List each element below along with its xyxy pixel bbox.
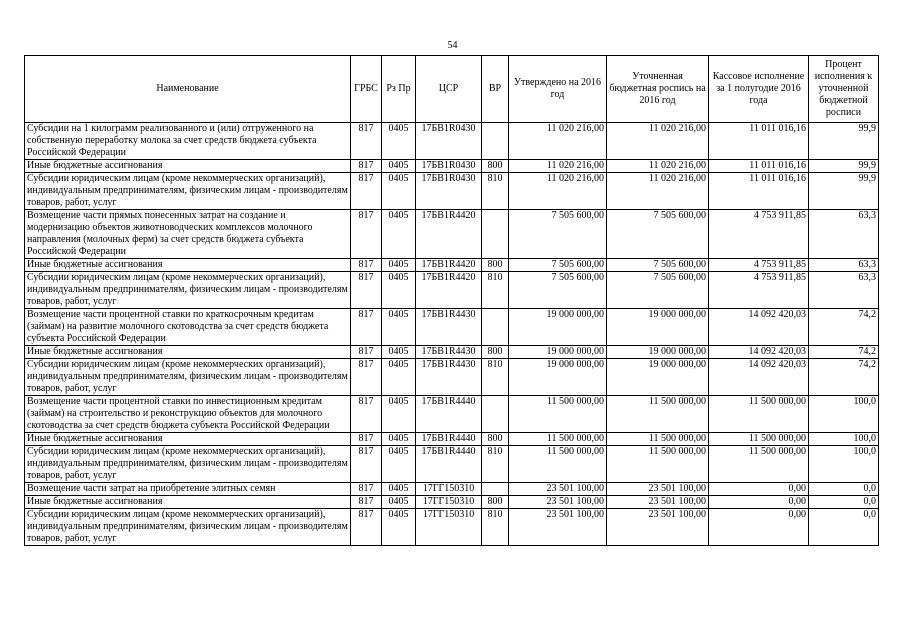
cell-vr (482, 309, 509, 346)
cell-rzpr: 0405 (382, 272, 416, 309)
cell-percent: 0,0 (809, 509, 879, 546)
cell-rzpr: 0405 (382, 173, 416, 210)
page-number: 54 (447, 40, 458, 51)
cell-csr: 17ГГ150310 (416, 496, 482, 509)
col-header-rzpr: Рз Пр (382, 56, 416, 123)
col-header-percent: Процент исполнения к уточненной бюджетной росписи (809, 56, 879, 123)
cell-rzpr: 0405 (382, 346, 416, 359)
cell-csr: 17БВ1R4430 (416, 346, 482, 359)
cell-percent: 63,3 (809, 210, 879, 259)
cell-approved: 23 501 100,00 (509, 483, 607, 496)
cell-cash: 4 753 911,85 (709, 272, 809, 309)
cell-csr: 17БВ1R4440 (416, 396, 482, 433)
cell-percent: 99,9 (809, 173, 879, 210)
cell-vr (482, 396, 509, 433)
col-header-cash: Кассовое исполнение за 1 полугодие 2016 года (709, 56, 809, 123)
cell-approved: 7 505 600,00 (509, 210, 607, 259)
cell-cash: 4 753 911,85 (709, 259, 809, 272)
cell-approved: 11 020 216,00 (509, 123, 607, 160)
cell-name: Иные бюджетные ассигнования (25, 259, 351, 272)
col-header-refined: Уточненная бюджетная роспись на 2016 год (607, 56, 709, 123)
cell-csr: 17БВ1R4430 (416, 359, 482, 396)
cell-rzpr: 0405 (382, 309, 416, 346)
cell-grbs: 817 (351, 509, 382, 546)
cell-grbs: 817 (351, 359, 382, 396)
cell-approved: 7 505 600,00 (509, 272, 607, 309)
cell-approved: 11 020 216,00 (509, 160, 607, 173)
cell-refined: 7 505 600,00 (607, 210, 709, 259)
cell-rzpr: 0405 (382, 123, 416, 160)
cell-grbs: 817 (351, 396, 382, 433)
cell-name: Субсидии на 1 килограмм реализованного и (или) отгруженного на собственную переработку молока за счет средств бюджета субъекта Российской Федерации (25, 123, 351, 160)
cell-csr: 17БВ1R4440 (416, 446, 482, 483)
cell-rzpr: 0405 (382, 446, 416, 483)
cell-cash: 4 753 911,85 (709, 210, 809, 259)
cell-cash: 11 011 016,16 (709, 173, 809, 210)
cell-refined: 23 501 100,00 (607, 496, 709, 509)
cell-grbs: 817 (351, 210, 382, 259)
col-header-csr: ЦСР (416, 56, 482, 123)
cell-cash: 11 500 000,00 (709, 446, 809, 483)
cell-percent: 0,0 (809, 483, 879, 496)
cell-name: Возмещение части процентной ставки по инвестиционным кредитам (займам) на строительство и реконструкцию объектов для молочного скотоводства за счет средств бюджета субъекта Российской Федерации (25, 396, 351, 433)
cell-cash: 0,00 (709, 483, 809, 496)
cell-cash: 14 092 420,03 (709, 359, 809, 396)
cell-grbs: 817 (351, 496, 382, 509)
col-header-vr: ВР (482, 56, 509, 123)
table-row (25, 123, 879, 160)
cell-refined: 23 501 100,00 (607, 509, 709, 546)
cell-name: Иные бюджетные ассигнования (25, 346, 351, 359)
cell-grbs: 817 (351, 433, 382, 446)
cell-csr: 17ГГ150310 (416, 483, 482, 496)
cell-percent: 0,0 (809, 496, 879, 509)
cell-rzpr: 0405 (382, 396, 416, 433)
cell-name: Возмещение части затрат на приобретение элитных семян (25, 483, 351, 496)
table-row (25, 272, 879, 309)
table-row (25, 359, 879, 396)
cell-percent: 74,2 (809, 346, 879, 359)
cell-percent: 63,3 (809, 259, 879, 272)
cell-name: Возмещение части процентной ставки по краткосрочным кредитам (займам) на развитие молочного скотоводства за счет средств бюджета субъекта Российской Федерации (25, 309, 351, 346)
cell-percent: 100,0 (809, 433, 879, 446)
cell-percent: 74,2 (809, 359, 879, 396)
cell-vr: 810 (482, 272, 509, 309)
cell-vr: 800 (482, 496, 509, 509)
cell-approved: 11 500 000,00 (509, 433, 607, 446)
cell-refined: 19 000 000,00 (607, 346, 709, 359)
cell-refined: 7 505 600,00 (607, 272, 709, 309)
cell-rzpr: 0405 (382, 483, 416, 496)
cell-percent: 100,0 (809, 396, 879, 433)
cell-cash: 0,00 (709, 496, 809, 509)
cell-name: Субсидии юридическим лицам (кроме некоммерческих организаций), индивидуальным предпринимателям, физическим лицам - производителям товаров, работ, услуг (25, 509, 351, 546)
table-row (25, 309, 879, 346)
cell-csr: 17БВ1R4420 (416, 259, 482, 272)
table-row (25, 210, 879, 259)
cell-rzpr: 0405 (382, 433, 416, 446)
col-header-approved: Утверждено на 2016 год (509, 56, 607, 123)
cell-approved: 11 020 216,00 (509, 173, 607, 210)
table-row (25, 396, 879, 433)
table-body (25, 123, 879, 546)
table-row (25, 346, 879, 359)
cell-refined: 11 020 216,00 (607, 160, 709, 173)
cell-refined: 11 500 000,00 (607, 433, 709, 446)
cell-approved: 19 000 000,00 (509, 346, 607, 359)
cell-rzpr: 0405 (382, 359, 416, 396)
cell-cash: 14 092 420,03 (709, 346, 809, 359)
cell-vr: 810 (482, 446, 509, 483)
cell-cash: 11 011 016,16 (709, 123, 809, 160)
cell-cash: 0,00 (709, 509, 809, 546)
cell-percent: 100,0 (809, 446, 879, 483)
cell-grbs: 817 (351, 483, 382, 496)
cell-vr: 810 (482, 509, 509, 546)
cell-approved: 7 505 600,00 (509, 259, 607, 272)
table-row (25, 496, 879, 509)
cell-refined: 23 501 100,00 (607, 483, 709, 496)
cell-approved: 19 000 000,00 (509, 309, 607, 346)
cell-grbs: 817 (351, 123, 382, 160)
cell-approved: 11 500 000,00 (509, 396, 607, 433)
cell-vr: 800 (482, 259, 509, 272)
cell-rzpr: 0405 (382, 160, 416, 173)
cell-refined: 11 500 000,00 (607, 396, 709, 433)
table-row (25, 259, 879, 272)
cell-name: Иные бюджетные ассигнования (25, 160, 351, 173)
cell-grbs: 817 (351, 272, 382, 309)
cell-refined: 7 505 600,00 (607, 259, 709, 272)
cell-grbs: 817 (351, 309, 382, 346)
cell-cash: 11 500 000,00 (709, 396, 809, 433)
cell-grbs: 817 (351, 259, 382, 272)
cell-cash: 14 092 420,03 (709, 309, 809, 346)
col-header-grbs: ГРБС (351, 56, 382, 123)
table-row (25, 173, 879, 210)
cell-name: Возмещение части прямых понесенных затрат на создание и модернизацию объектов животноводческих комплексов молочного направления (молочных ферм) за счет средств бюджета субъекта Российской Федерации (25, 210, 351, 259)
cell-name: Субсидии юридическим лицам (кроме некоммерческих организаций), индивидуальным предпринимателям, физическим лицам - производителям товаров, работ, услуг (25, 446, 351, 483)
cell-csr: 17БВ1R0430 (416, 123, 482, 160)
cell-percent: 99,9 (809, 160, 879, 173)
cell-rzpr: 0405 (382, 259, 416, 272)
cell-percent: 63,3 (809, 272, 879, 309)
cell-approved: 11 500 000,00 (509, 446, 607, 483)
col-header-name: Наименование (25, 56, 351, 123)
cell-approved: 19 000 000,00 (509, 359, 607, 396)
cell-vr: 810 (482, 173, 509, 210)
cell-percent: 99,9 (809, 123, 879, 160)
cell-refined: 11 020 216,00 (607, 123, 709, 160)
cell-grbs: 817 (351, 446, 382, 483)
cell-name: Иные бюджетные ассигнования (25, 496, 351, 509)
cell-csr: 17БВ1R0430 (416, 173, 482, 210)
cell-vr (482, 483, 509, 496)
cell-vr (482, 210, 509, 259)
table-header-row (25, 56, 879, 123)
cell-name: Субсидии юридическим лицам (кроме некоммерческих организаций), индивидуальным предпринимателям, физическим лицам - производителям товаров, работ, услуг (25, 359, 351, 396)
cell-grbs: 817 (351, 173, 382, 210)
cell-vr: 800 (482, 346, 509, 359)
cell-vr: 800 (482, 433, 509, 446)
cell-csr: 17БВ1R0430 (416, 160, 482, 173)
cell-rzpr: 0405 (382, 509, 416, 546)
cell-refined: 11 500 000,00 (607, 446, 709, 483)
cell-csr: 17БВ1R4420 (416, 210, 482, 259)
cell-csr: 17БВ1R4430 (416, 309, 482, 346)
cell-approved: 23 501 100,00 (509, 509, 607, 546)
cell-csr: 17БВ1R4440 (416, 433, 482, 446)
cell-name: Субсидии юридическим лицам (кроме некоммерческих организаций), индивидуальным предпринимателям, физическим лицам - производителям товаров, работ, услуг (25, 272, 351, 309)
cell-csr: 17ГГ150310 (416, 509, 482, 546)
cell-vr (482, 123, 509, 160)
cell-percent: 74,2 (809, 309, 879, 346)
cell-cash: 11 011 016,16 (709, 160, 809, 173)
cell-name: Иные бюджетные ассигнования (25, 433, 351, 446)
cell-rzpr: 0405 (382, 210, 416, 259)
cell-approved: 23 501 100,00 (509, 496, 607, 509)
cell-grbs: 817 (351, 346, 382, 359)
cell-cash: 11 500 000,00 (709, 433, 809, 446)
table-row (25, 160, 879, 173)
cell-grbs: 817 (351, 160, 382, 173)
cell-refined: 19 000 000,00 (607, 309, 709, 346)
budget-table (24, 55, 879, 546)
table-row (25, 483, 879, 496)
cell-csr: 17БВ1R4420 (416, 272, 482, 309)
cell-vr: 800 (482, 160, 509, 173)
table-row (25, 509, 879, 546)
cell-refined: 19 000 000,00 (607, 359, 709, 396)
cell-vr: 810 (482, 359, 509, 396)
cell-refined: 11 020 216,00 (607, 173, 709, 210)
cell-rzpr: 0405 (382, 496, 416, 509)
table-row (25, 446, 879, 483)
cell-name: Субсидии юридическим лицам (кроме некоммерческих организаций), индивидуальным предпринимателям, физическим лицам - производителям товаров, работ, услуг (25, 173, 351, 210)
table-row (25, 433, 879, 446)
